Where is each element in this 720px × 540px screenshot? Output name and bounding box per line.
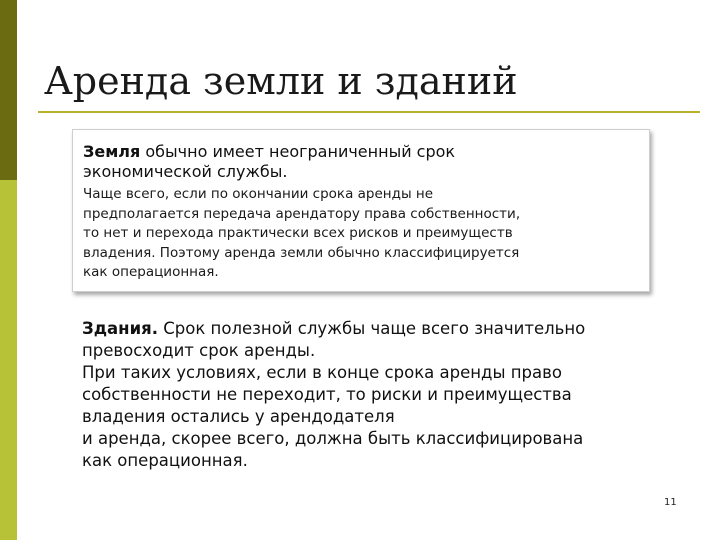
land-body-line: владения. Поэтому аренда земли обычно классифицируется (83, 244, 520, 261)
land-lead-line-1-rest: обычно имеет неограниченный срок (140, 142, 456, 161)
buildings-line: превосходит срок аренды. (82, 341, 316, 360)
buildings-line: и аренда, скорее всего, должна быть классифицирована (82, 429, 584, 448)
land-body-line: как операционная. (83, 264, 219, 280)
land-body-line: то нет и перехода практически всех рисков и преимуществ (83, 225, 513, 241)
slide-title: Аренда земли и зданий (44, 59, 518, 103)
buildings-line-1-rest: Срок полезной службы чаще всего значительно (158, 319, 586, 338)
land-lead (83, 142, 637, 182)
buildings-paragraph (82, 318, 682, 472)
land-body (83, 185, 637, 283)
sidebar-accent-dark (0, 0, 17, 180)
land-lead-line-1 (83, 142, 637, 162)
land-body-line: Чаще всего, если по окончании срока аренды не (83, 186, 434, 202)
buildings-line: собственности не переходит, то риски и преимущества (82, 385, 572, 404)
buildings-line: как операционная. (82, 451, 248, 470)
buildings-line-1 (82, 318, 682, 340)
land-body-line: предполагается передача арендатору права собственности, (83, 205, 521, 222)
title-underline (38, 111, 700, 113)
sidebar-accent-light (0, 180, 17, 540)
buildings-line: При таких условиях, если в конце срока аренды право (82, 363, 562, 382)
land-text-box (72, 129, 650, 292)
buildings-line: владения остались у арендодателя (82, 407, 395, 426)
land-lead-line-2: экономической службы. (83, 162, 288, 181)
buildings-term: Здания. (82, 319, 159, 338)
land-term: Земля (83, 142, 141, 161)
page-number: 11 (664, 497, 677, 508)
